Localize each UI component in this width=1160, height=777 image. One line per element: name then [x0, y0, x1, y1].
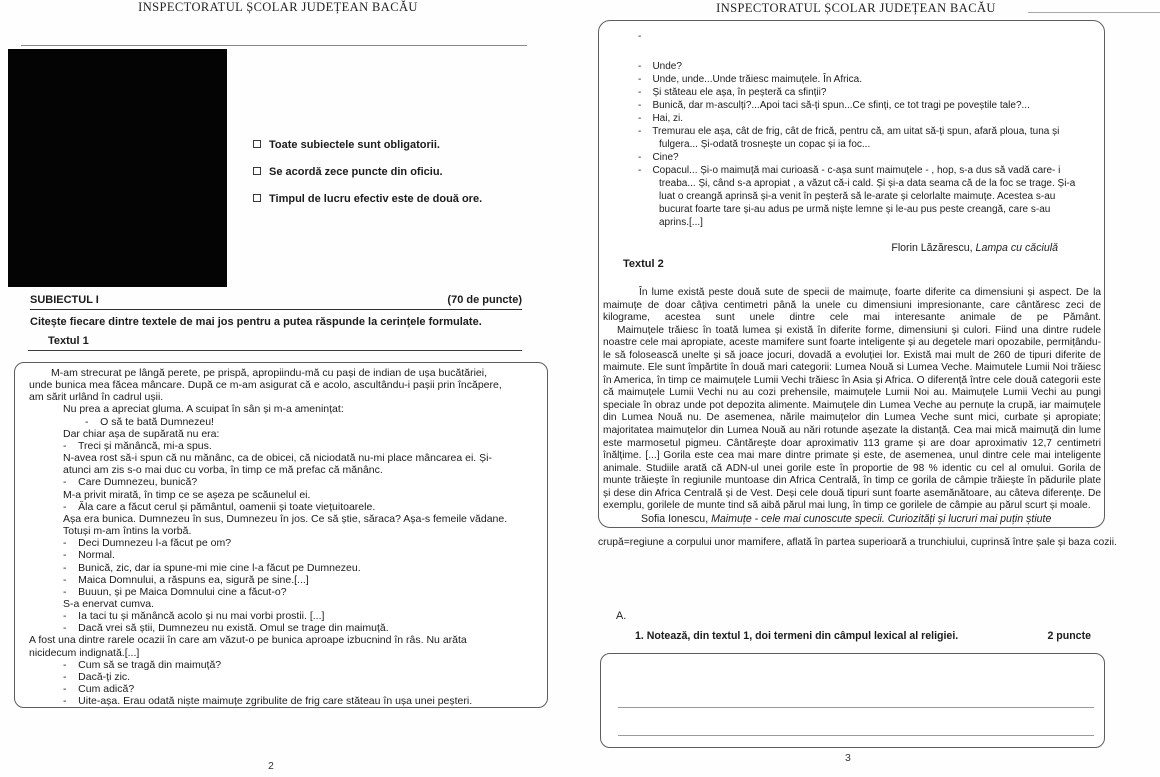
checkbox-icon: [253, 194, 261, 202]
instruction-item: [253, 138, 553, 152]
page-number-left: 2: [268, 760, 274, 772]
page-left-header: INSPECTORATUL ȘCOLAR JUDEȚEAN BACĂU: [138, 0, 418, 14]
instruction-item: [253, 165, 553, 179]
dialogue-line: - Unde, unde...Unde trăiesc maimuțele. În Africa.: [638, 74, 862, 85]
instruction-label: Se acordă zece puncte din oficiu.: [269, 166, 443, 178]
checkbox-icon: [253, 167, 261, 175]
text-line: A fost una dintre rarele ocazii în care am văzut-o pe bunica aproape izbucnind în râs. Nu arăta: [29, 634, 467, 647]
text-line: - Cum adică?: [63, 683, 135, 696]
text-line: - Treci și mănâncă, mi-a spus.: [63, 439, 212, 452]
text-line: - Maica Domnului, a răspuns ea, sigură pe sine.[...]: [63, 573, 309, 586]
text-line: Nu prea a apreciat gluma. A scuipat în sân și m-a amenințat:: [63, 403, 344, 416]
dialogue-line: [599, 43, 1104, 60]
dialogue-line: luat o creangă aprinsă și-a venit în peșteră să le-arate și celorlalte maimuțe. Acestea s-au: [659, 191, 1056, 202]
text-line: - O să te bată Dumnezeu!: [85, 415, 214, 428]
question-1-points: 2 puncte: [1047, 630, 1091, 642]
header-rule-left: [21, 45, 527, 46]
dialogue-line: -: [638, 31, 642, 42]
text-line: atunci am zis s-o mai duc cu vorba, în timp ce mă prefac că mănânc.: [63, 464, 383, 477]
dialogue-line: - Și stăteau ele așa, în peșteră ca sfinții?: [638, 87, 827, 98]
answer-line: [618, 707, 1094, 708]
text1-separator: [28, 350, 522, 351]
text-line: - Deci Dumnezeu l-a făcut pe om?: [63, 537, 232, 550]
page-right-header: INSPECTORATUL ȘCOLAR JUDEȚEAN BACĂU: [716, 1, 996, 15]
text-line: - Ia taci tu și mănâncă acolo și nu mai vorbi prostii. [...]: [63, 610, 325, 623]
dialogue-line: - Bunică, dar m-asculți?...Apoi taci să-ți spun...Ce sfinți, ce tot tragi pe poveștile tale?...: [638, 100, 1030, 111]
page-number-right: 3: [845, 752, 851, 764]
dialogue-line: fulgera... Și-odată trosnește un copac și ia foc...: [659, 139, 871, 150]
subject-heading: [30, 294, 522, 310]
answer-line: [618, 735, 1094, 736]
text-line: Dar chiar așa de supărată nu era:: [63, 427, 220, 440]
attribution-florin: [891, 242, 1058, 254]
text-line: am sărit urlând în cadrul ușii.: [29, 391, 164, 404]
text2-paragraphs: [603, 287, 1101, 513]
dialogue-line: aprins.[...]: [659, 217, 703, 228]
text-line: M-a privit mirată, în timp ce se așeza pe scăunelul ei.: [63, 488, 311, 501]
text2-box: [598, 20, 1105, 528]
dialogue-line: - Copacul... Și-o maimuță mai curioasă - c-așa sunt maimuțele - , hop, s-a dus să vadă care- i: [638, 165, 1061, 176]
attribution-work-title: Lampa cu căciulă: [975, 242, 1058, 254]
text-line: M-am strecurat pe lângă perete, pe prispă, apropiindu-mă cu pași de indian de ușa bucătăriei,: [51, 367, 488, 379]
checkbox-icon: [253, 140, 261, 148]
subject-points: (70 de puncte): [447, 294, 522, 306]
text-line: - Bunică, zic, dar ia spune-mi mie cine l-a făcut pe Dumnezeu.: [63, 561, 361, 574]
subject-title: SUBIECTUL I: [30, 294, 99, 306]
text-line: unde bunica mea făcea mâncare. După ce m-am asigurat că e acolo, ascultându-i pașii prin încăpere,: [29, 379, 502, 392]
text-line: - Dacă-ți zic.: [63, 670, 131, 683]
instruction-label: Toate subiectele sunt obligatorii.: [269, 139, 440, 151]
question-1: [635, 630, 1091, 642]
dialogue-line: - Unde?: [638, 61, 682, 72]
text-line: S-a enervat cumva.: [63, 597, 155, 610]
text-line: - Cum să se tragă din maimuță?: [63, 658, 222, 671]
attribution-sofia: [641, 513, 1051, 525]
redaction-box: [8, 49, 227, 287]
text-line: - Care Dumnezeu, bunică?: [63, 476, 198, 489]
dialogue-line: treaba... Și, când s-a apropiat , a văzut că-i cald. Și și-a data seama că de la foc se trage. Și-a: [659, 178, 1076, 189]
instruction-item: [253, 192, 553, 206]
paragraph: În lume există peste două sute de specii de maimuțe, foarte diferite ca dimensiuni și aspect. De la maimuțe de doar câțiva centimetri până la unele cu dimensiuni impresionante, care cântăresc zeci de kilograme, acestea sunt unele dintre cele mai interesante animale de pe Pământ.: [603, 287, 1101, 324]
text-line: - Dacă vrei să știi, Dumnezeu nu există. Omul se trage din maimuță.: [63, 622, 389, 635]
text-line: - Normal.: [63, 549, 115, 562]
page-edge-line: [1028, 12, 1160, 13]
question-1-text: 1. Notează, din textul 1, doi termeni din câmpul lexical al religiei.: [635, 630, 959, 642]
text-line: - Uite-așa. Erau odată niște maimuțe zgribulite de frig care stăteau în ușa unei peșteri.: [63, 695, 473, 708]
text-line: Așa era bunica. Dumnezeu în sus, Dumnezeu în jos. Ce să știe, săraca? Așa-s femeile vădane.: [63, 512, 508, 525]
instructions-list: [253, 138, 553, 219]
attribution-author: Florin Lăzărescu,: [891, 242, 976, 254]
text-line: N-avea rost să-i spun că nu mănânc, ca de obicei, că niciodată nu-mi place mâncarea ei. Și-: [63, 452, 492, 465]
instruction-label: Timpul de lucru efectiv este de două ore.: [269, 193, 483, 205]
footnote-crupa: crupă=regiune a corpului unor mamifere, aflată în partea superioară a trunchiului, cuprinsă între șale și baza cozii.: [598, 537, 1117, 548]
attribution-work-title: Maimuțe - cele mai cunoscute specii. Curiozități și lucruri mai puțin știute: [711, 513, 1052, 525]
dialogue-line: - Cine?: [638, 152, 679, 163]
text1-box: [14, 362, 548, 708]
text-line: nicidecum indignată.[...]: [29, 646, 140, 659]
text-line: - Buuun, și pe Maica Domnului cine a făcut-o?: [63, 585, 287, 598]
text1-label: Textul 1: [48, 335, 89, 347]
text-line: - Ăla care a făcut cerul și pământul, oamenii și toate viețuitoarele.: [63, 500, 376, 513]
paragraph: Maimuțele trăiesc în toată lumea și există în diferite forme, dimensiuni și culori. Fiind una dintre rudele noastre cele mai apropiate, aceste mamifere sunt foarte inteligente și au degetele mari opozabile, permițându-le să folosească unelte și să joace jocuri, dovadă a evoluției lor. Există mai mult de 260 de tipuri diferite de maimute. Ele sunt împărtite în două mari categorii: Lumea Nouă si Lumea Veche. Maimutele Lumii Noi trăiesc în America, în timp ce maimuțele Lumii Vechi trăiesc în Asia și Africa. O diferență între cele două categorii este că maimuțele Lumii Vechi nu au cozi prehensile, maimuțele Lumii Noi au. Maimuțele Lumii Vechi au pungi speciale în obraz unde pot depozita alimente. Maimuțele din Lumea Veche au pernuțe la crupă, iar maimuțele din Lumea Nouă nu. De asemenea, nările maimuțelor din Lumea Veche sunt mici, curbate și apropiate; majoritatea maimuțelor din Lumea Nouă au nări rotunde așezate la distanță. Cea mai mică maimuță din lume este marmosetul pigmeu. Cântărește doar aproximativ 113 grame și are doar aproximativ 12,7 centimetri înălțime. [...] Gorila este cea mai mare dintre primate și este, de asemenea, unul dintre cele mai inteligente animale. Studiile arată că ADN-ul unei gorile este în proportie de 98 % identic cu cel al omului. Gorila de munte trăiește în regiunile muntoase din Africa Centrală, în timp ce gorila de câmpie trăiește în pădurile plate și dese din Africa Centrală și de Vest. Deși cele două tipuri sunt foarte asemănătoare, au câteva diferențe. De exemplu, gorilele de munte tind să aibă părul mai lung, în timp ce gorilele de câmpie au părul scurt și moale.: [603, 324, 1101, 512]
text2-label: Textul 2: [623, 258, 664, 270]
dialogue-line: - Tremurau ele așa, cât de frig, cât de frică, pentru că, am uitat să-ți spun, afară ploua, tuna și: [638, 126, 1060, 137]
dialogue-block: [599, 30, 1104, 229]
attribution-author: Sofia Ionescu,: [641, 513, 712, 525]
dialogue-line: bucurat foarte tare și-au adus pe urmă niște lemne și le-au pus peste creangă, care s-au: [659, 204, 1051, 215]
section-a-label: A.: [616, 610, 627, 622]
answer-box[interactable]: [600, 653, 1105, 748]
dialogue-line: - Hai, zi.: [638, 113, 684, 124]
text-line: Totuși m-am întins la vorbă.: [63, 525, 192, 538]
subject-intro: Citește fiecare dintre textele de mai jos pentru a putea răspunde la cerințele formulate.: [30, 316, 482, 328]
